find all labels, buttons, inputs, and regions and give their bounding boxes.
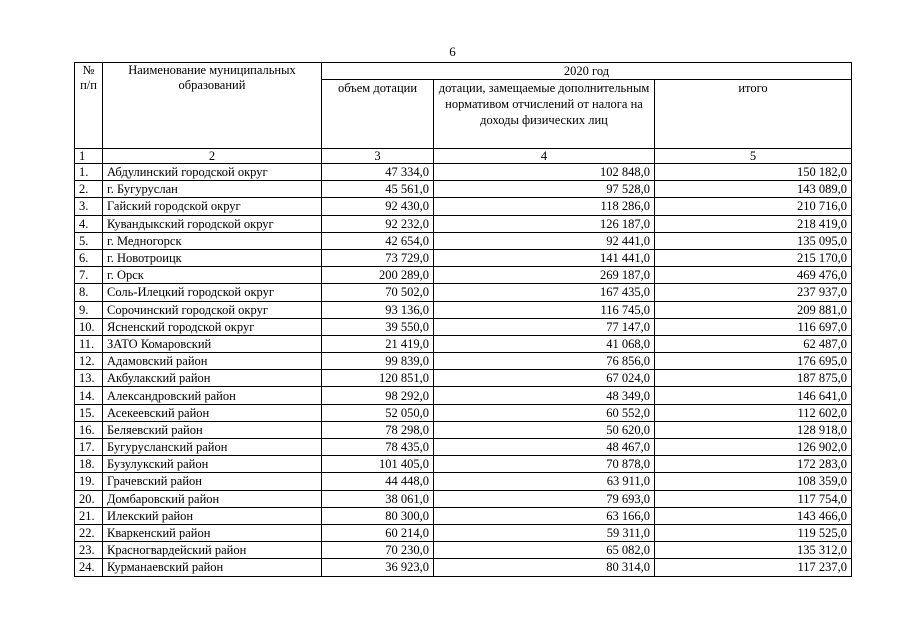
table-row — [75, 164, 852, 181]
replaced-subsidy-amount: 126 187,0 — [434, 215, 655, 232]
total-amount: 143 089,0 — [655, 181, 852, 198]
subsidy-amount: 52 050,0 — [322, 404, 434, 421]
row-number: 4. — [75, 215, 103, 232]
table-row — [75, 524, 852, 541]
row-number: 1. — [75, 164, 103, 181]
table-row — [75, 198, 852, 215]
header-total: итого — [655, 80, 852, 149]
table-row — [75, 439, 852, 456]
row-number: 15. — [75, 404, 103, 421]
municipality-name: Бугурусланский район — [103, 439, 322, 456]
replaced-subsidy-amount: 97 528,0 — [434, 181, 655, 198]
total-amount: 187 875,0 — [655, 370, 852, 387]
municipality-name: Гайский городской округ — [103, 198, 322, 215]
row-number: 13. — [75, 370, 103, 387]
row-number: 9. — [75, 301, 103, 318]
municipality-name: Илекский район — [103, 507, 322, 524]
header-num: № п/п — [75, 63, 103, 149]
table-row — [75, 249, 852, 266]
replaced-subsidy-amount: 80 314,0 — [434, 559, 655, 576]
subsidy-amount: 21 419,0 — [322, 335, 434, 352]
column-index: 4 — [434, 149, 655, 164]
municipality-name: Соль-Илецкий городской округ — [103, 284, 322, 301]
row-number: 22. — [75, 524, 103, 541]
municipality-name: Александровский район — [103, 387, 322, 404]
header-name: Наименование муниципальных образований — [103, 63, 322, 149]
subsidy-amount: 200 289,0 — [322, 267, 434, 284]
table-row — [75, 507, 852, 524]
subsidy-amount: 101 405,0 — [322, 456, 434, 473]
table-row — [75, 387, 852, 404]
municipality-name: Красногвардейский район — [103, 542, 322, 559]
replaced-subsidy-amount: 102 848,0 — [434, 164, 655, 181]
subsidy-amount: 39 550,0 — [322, 318, 434, 335]
total-amount: 237 937,0 — [655, 284, 852, 301]
municipality-name: Грачевский район — [103, 473, 322, 490]
replaced-subsidy-amount: 50 620,0 — [434, 421, 655, 438]
subsidy-amount: 70 230,0 — [322, 542, 434, 559]
column-index: 5 — [655, 149, 852, 164]
replaced-subsidy-amount: 76 856,0 — [434, 353, 655, 370]
row-number: 20. — [75, 490, 103, 507]
column-index: 2 — [103, 149, 322, 164]
row-number: 24. — [75, 559, 103, 576]
municipality-name: Абдулинский городской округ — [103, 164, 322, 181]
total-amount: 135 312,0 — [655, 542, 852, 559]
replaced-subsidy-amount: 63 166,0 — [434, 507, 655, 524]
table-row — [75, 335, 852, 352]
subsidy-amount: 78 298,0 — [322, 421, 434, 438]
replaced-subsidy-amount: 70 878,0 — [434, 456, 655, 473]
replaced-subsidy-amount: 77 147,0 — [434, 318, 655, 335]
total-amount: 150 182,0 — [655, 164, 852, 181]
total-amount: 210 716,0 — [655, 198, 852, 215]
municipality-name: г. Бугуруслан — [103, 181, 322, 198]
replaced-subsidy-amount: 79 693,0 — [434, 490, 655, 507]
municipality-name: Асекеевский район — [103, 404, 322, 421]
table-row — [75, 353, 852, 370]
table-row — [75, 284, 852, 301]
table-row — [75, 370, 852, 387]
replaced-subsidy-amount: 116 745,0 — [434, 301, 655, 318]
municipality-name: Курманаевский район — [103, 559, 322, 576]
replaced-subsidy-amount: 67 024,0 — [434, 370, 655, 387]
row-number: 2. — [75, 181, 103, 198]
subsidy-amount: 78 435,0 — [322, 439, 434, 456]
municipality-name: Бузулукский район — [103, 456, 322, 473]
subsidy-amount: 98 292,0 — [322, 387, 434, 404]
table-row — [75, 318, 852, 335]
subsidy-amount: 60 214,0 — [322, 524, 434, 541]
table-row — [75, 404, 852, 421]
table-row — [75, 181, 852, 198]
municipality-name: Ясненский городской округ — [103, 318, 322, 335]
total-amount: 126 902,0 — [655, 439, 852, 456]
subsidy-amount: 38 061,0 — [322, 490, 434, 507]
replaced-subsidy-amount: 269 187,0 — [434, 267, 655, 284]
table-row — [75, 301, 852, 318]
subsidy-amount: 120 851,0 — [322, 370, 434, 387]
subsidy-amount: 92 430,0 — [322, 198, 434, 215]
total-amount: 62 487,0 — [655, 335, 852, 352]
subsidy-amount: 70 502,0 — [322, 284, 434, 301]
municipality-name: Сорочинский городской округ — [103, 301, 322, 318]
total-amount: 112 602,0 — [655, 404, 852, 421]
row-number: 14. — [75, 387, 103, 404]
replaced-subsidy-amount: 92 441,0 — [434, 232, 655, 249]
replaced-subsidy-amount: 48 349,0 — [434, 387, 655, 404]
total-amount: 128 918,0 — [655, 421, 852, 438]
municipality-name: Беляевский район — [103, 421, 322, 438]
subsidy-amount: 36 923,0 — [322, 559, 434, 576]
subsidy-table — [74, 62, 852, 577]
subsidy-amount: 42 654,0 — [322, 232, 434, 249]
total-amount: 117 237,0 — [655, 559, 852, 576]
row-number: 21. — [75, 507, 103, 524]
row-number: 17. — [75, 439, 103, 456]
row-number: 8. — [75, 284, 103, 301]
table-row — [75, 456, 852, 473]
row-number: 18. — [75, 456, 103, 473]
total-amount: 143 466,0 — [655, 507, 852, 524]
page-number: 6 — [449, 44, 456, 59]
table-row — [75, 542, 852, 559]
municipality-name: г. Медногорск — [103, 232, 322, 249]
subsidy-amount: 80 300,0 — [322, 507, 434, 524]
table-row — [75, 490, 852, 507]
total-amount: 146 641,0 — [655, 387, 852, 404]
total-amount: 172 283,0 — [655, 456, 852, 473]
header-replaced-subsidy: дотации, замещаемые дополнительным нормативом отчислений от налога на доходы физических лиц — [434, 80, 655, 149]
subsidy-amount: 45 561,0 — [322, 181, 434, 198]
replaced-subsidy-amount: 167 435,0 — [434, 284, 655, 301]
table-row — [75, 421, 852, 438]
subsidy-amount: 93 136,0 — [322, 301, 434, 318]
subsidy-amount: 99 839,0 — [322, 353, 434, 370]
total-amount: 218 419,0 — [655, 215, 852, 232]
replaced-subsidy-amount: 118 286,0 — [434, 198, 655, 215]
replaced-subsidy-amount: 48 467,0 — [434, 439, 655, 456]
municipality-name: г. Орск — [103, 267, 322, 284]
subsidy-amount: 73 729,0 — [322, 249, 434, 266]
total-amount: 469 476,0 — [655, 267, 852, 284]
row-number: 3. — [75, 198, 103, 215]
total-amount: 119 525,0 — [655, 524, 852, 541]
row-number: 10. — [75, 318, 103, 335]
municipality-name: Кувандыкский городской округ — [103, 215, 322, 232]
total-amount: 116 697,0 — [655, 318, 852, 335]
row-number: 16. — [75, 421, 103, 438]
row-number: 11. — [75, 335, 103, 352]
row-number: 12. — [75, 353, 103, 370]
table-row — [75, 267, 852, 284]
replaced-subsidy-amount: 65 082,0 — [434, 542, 655, 559]
column-index: 3 — [322, 149, 434, 164]
table-row — [75, 559, 852, 576]
total-amount: 176 695,0 — [655, 353, 852, 370]
row-number: 7. — [75, 267, 103, 284]
replaced-subsidy-amount: 141 441,0 — [434, 249, 655, 266]
subsidy-amount: 47 334,0 — [322, 164, 434, 181]
replaced-subsidy-amount: 63 911,0 — [434, 473, 655, 490]
table-row — [75, 232, 852, 249]
total-amount: 135 095,0 — [655, 232, 852, 249]
total-amount: 117 754,0 — [655, 490, 852, 507]
municipality-name: Адамовский район — [103, 353, 322, 370]
row-number: 6. — [75, 249, 103, 266]
municipality-name: г. Новотроицк — [103, 249, 322, 266]
municipality-name: Домбаровский район — [103, 490, 322, 507]
column-index: 1 — [75, 149, 103, 164]
municipality-name: Акбулакский район — [103, 370, 322, 387]
replaced-subsidy-amount: 41 068,0 — [434, 335, 655, 352]
header-year: 2020 год — [322, 63, 852, 80]
replaced-subsidy-amount: 59 311,0 — [434, 524, 655, 541]
subsidy-amount: 44 448,0 — [322, 473, 434, 490]
total-amount: 108 359,0 — [655, 473, 852, 490]
subsidy-amount: 92 232,0 — [322, 215, 434, 232]
municipality-name: Кваркенский район — [103, 524, 322, 541]
row-number: 19. — [75, 473, 103, 490]
replaced-subsidy-amount: 60 552,0 — [434, 404, 655, 421]
row-number: 5. — [75, 232, 103, 249]
total-amount: 215 170,0 — [655, 249, 852, 266]
row-number: 23. — [75, 542, 103, 559]
table-row — [75, 215, 852, 232]
table-row — [75, 473, 852, 490]
header-subsidy: объем дотации — [322, 80, 434, 149]
municipality-name: ЗАТО Комаровский — [103, 335, 322, 352]
total-amount: 209 881,0 — [655, 301, 852, 318]
